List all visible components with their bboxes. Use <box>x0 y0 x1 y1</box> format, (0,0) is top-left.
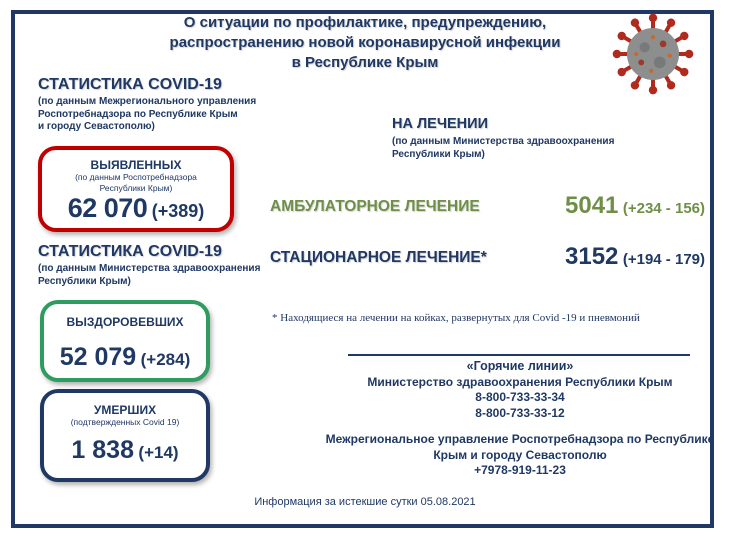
recovered-card <box>40 300 210 382</box>
stats-ministry-title: СТАТИСТИКА COVID-19 <box>38 243 222 260</box>
rospotrebnadzor-phone: +7978-919-11-23 <box>474 463 566 477</box>
stats-ministry-subtitle: (по данным Министерства здравоохранения Республики Крым) <box>38 263 261 287</box>
stationary-value-row <box>460 243 705 271</box>
page-title-line: О ситуации по профилактике, предупреждению, <box>183 14 547 31</box>
page-title-line: в Республике Крым <box>291 54 439 71</box>
on-treatment-title: НА ЛЕЧЕНИИ <box>392 116 488 132</box>
report-date-footer: Информация за истекшие сутки 05.08.2021 <box>254 496 476 508</box>
stationary-delta: (+194 - 179) <box>622 251 705 268</box>
ministry-phone: 8-800-733-33-12 <box>475 405 565 420</box>
recovered-value: 52 079 <box>59 343 137 371</box>
ambulatory-value-row <box>460 192 705 220</box>
detected-source: (по данным Роспотребнадзора Республики Крым) <box>75 172 197 193</box>
stats-rospotrebnadzor-subtitle: (по данным Межрегионального управления Роспотребнадзора по Республике Крым и городу Севастополю) <box>38 96 257 132</box>
ambulatory-delta: (+234 - 156) <box>622 200 705 217</box>
rospotrebnadzor-name-line: Межрегиональное управление Роспотребнадзора по Республике <box>325 432 715 446</box>
deceased-delta: (+14) <box>138 442 179 462</box>
on-treatment-subtitle: (по данным Министерства здравоохранения Республики Крым) <box>392 136 615 160</box>
deceased-value-row <box>44 436 206 465</box>
ambulatory-label: АМБУЛАТОРНОЕ ЛЕЧЕНИЕ <box>270 198 480 215</box>
beds-footnote: * Находящиеся на лечении на койках, развернутых для Covid -19 и пневмоний <box>272 312 640 324</box>
ministry-phone: 8-800-733-33-34 <box>475 390 565 404</box>
detected-cases-card <box>38 146 234 232</box>
hotlines-title: «Горячие линии» <box>466 359 574 373</box>
ministry-name: Министерство здравоохранения Республики Крым <box>367 374 673 389</box>
stats-rospotrebnadzor-title: СТАТИСТИКА COVID-19 <box>38 76 222 93</box>
coronavirus-icon <box>606 12 700 96</box>
stationary-value: 3152 <box>565 243 619 270</box>
hotlines-block <box>340 359 700 421</box>
recovered-delta: (+284) <box>140 350 191 369</box>
deceased-source: (подтвержденных Covid 19) <box>70 417 180 427</box>
detected-value-row <box>42 193 230 224</box>
detected-delta: (+389) <box>151 201 205 221</box>
deceased-label: УМЕРШИХ <box>93 403 157 417</box>
page-title <box>135 13 595 73</box>
deceased-value: 1 838 <box>71 435 134 464</box>
ambulatory-value: 5041 <box>565 192 619 219</box>
rospotrebnadzor-hotline-block <box>325 432 715 479</box>
hotlines-divider <box>348 354 690 356</box>
detected-label: ВЫЯВЛЕННЫХ <box>90 158 182 172</box>
stationary-label: СТАЦИОНАРНОЕ ЛЕЧЕНИЕ* <box>270 249 487 266</box>
page-title-line: распространению новой коронавирусной инфекции <box>169 34 561 51</box>
rospotrebnadzor-name-line: Крым и городу Севастополю <box>433 447 607 462</box>
detected-value: 62 070 <box>67 193 148 223</box>
deceased-card <box>40 389 210 482</box>
recovered-label: ВЫЗДОРОВЕВШИХ <box>66 315 184 329</box>
recovered-value-row <box>44 343 206 372</box>
